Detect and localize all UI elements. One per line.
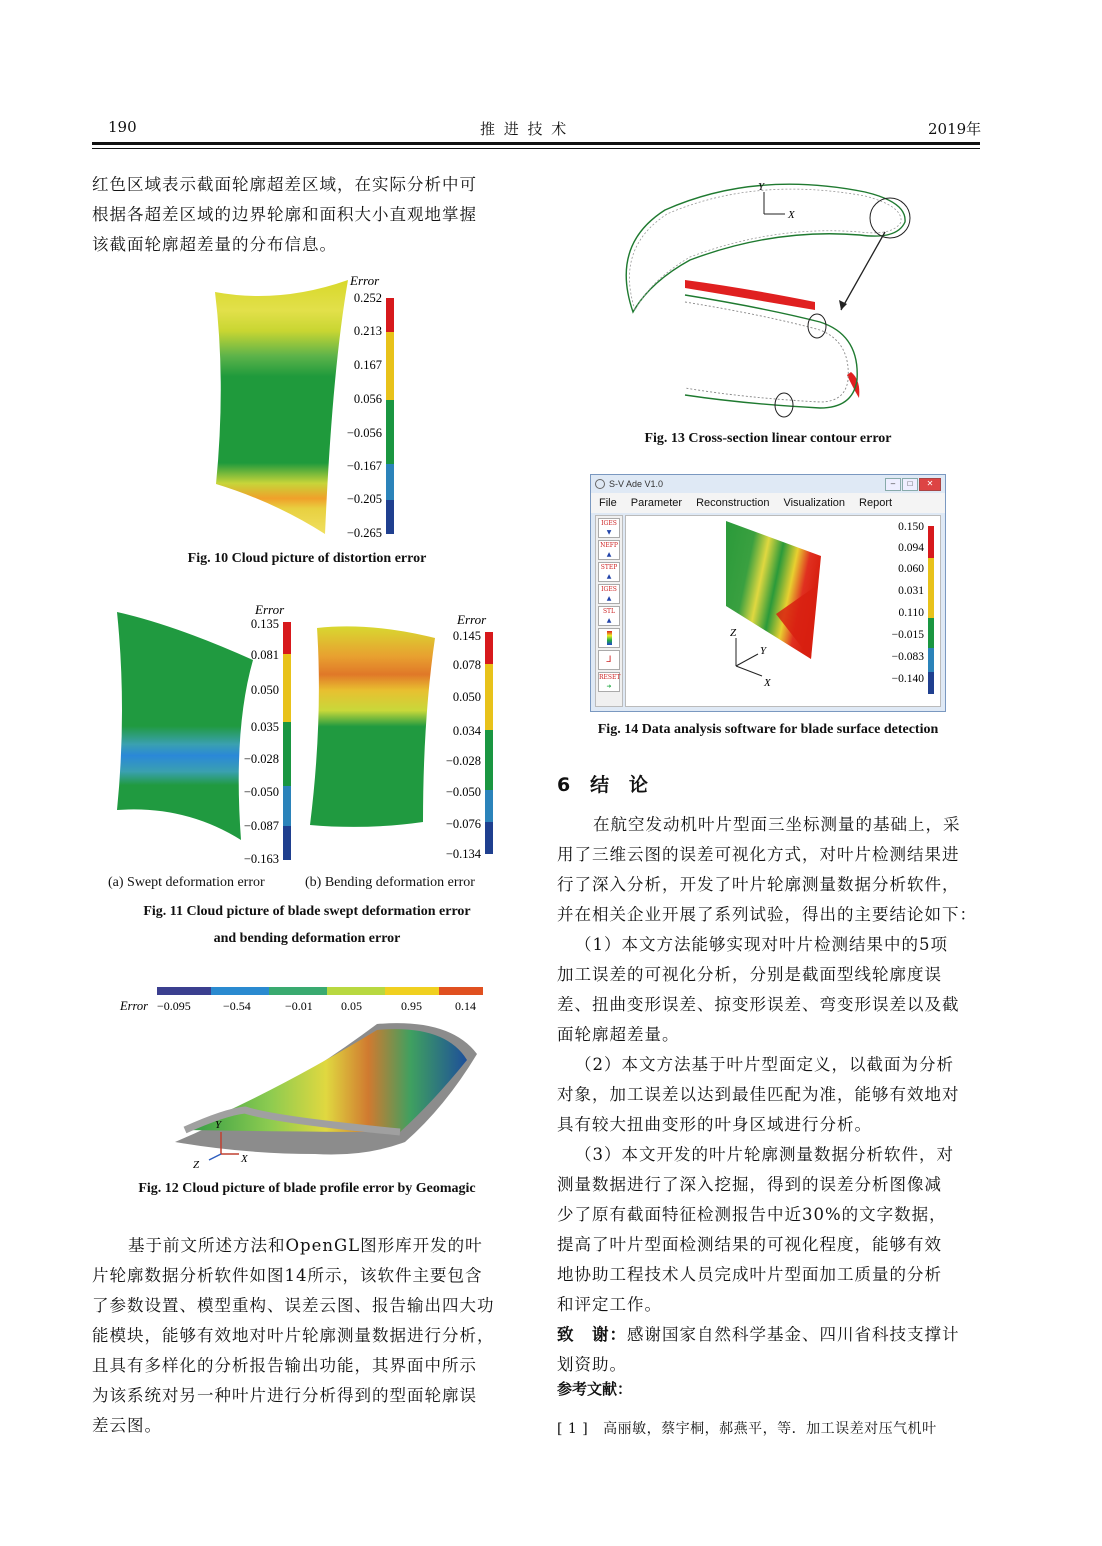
fig10-color-bar-seg (386, 500, 394, 534)
text-line: 加工误差的可视化分析，分别是截面型线轮廓度误 (557, 965, 942, 984)
acknowledgement-label: 致 谢： (557, 1325, 627, 1344)
arrow-down-icon: ▼ (606, 529, 612, 536)
page-number: 190 (108, 118, 137, 136)
fig11-figure (105, 600, 515, 895)
toolbar-label: IGES (601, 520, 617, 527)
toolbar-nefp-button[interactable] (598, 540, 620, 560)
fig14-legend-label: −0.015 (891, 629, 924, 641)
text-line: （3）本文开发的叶片轮廓测量数据分析软件，对 (575, 1145, 954, 1164)
text-line: 基于前文所述方法和OpenGL图形库开发的叶 (128, 1236, 483, 1255)
toolbar-axis-button[interactable] (598, 650, 620, 670)
fig11-caption-line1: Fig. 11 Cloud picture of blade swept deformation error (143, 904, 471, 919)
fig11a-legend-title: Error (255, 602, 285, 617)
fig10-color-bar-seg (386, 298, 394, 332)
arrow-up-icon: ▲ (606, 551, 612, 558)
fig10-legend-label: 0.252 (353, 291, 382, 305)
fig12-color-bar-seg (439, 987, 483, 995)
fig11b-color-bar-seg (485, 730, 493, 790)
fig14-axis-y-label: Y (760, 645, 767, 657)
fig11a-legend-label: −0.028 (243, 752, 279, 766)
fig11b-legend-label: 0.145 (452, 629, 481, 643)
fig12-legend-label: 0.95 (401, 999, 422, 1013)
fig10-figure (200, 272, 440, 547)
fig14-legend-label: 0.094 (898, 542, 924, 554)
header-rule-thick (92, 142, 980, 145)
fig11b-label: (b) Bending deformation error (305, 875, 475, 890)
fig12-caption: Fig. 12 Cloud picture of blade profile error by Geomagic (138, 1181, 476, 1196)
fig10-blade-surface (215, 280, 348, 534)
references-heading: 参考文献： (557, 1380, 633, 1398)
fig12-legend-title: Error (120, 999, 149, 1013)
menu-visualization[interactable]: Visualization (783, 497, 846, 509)
fig11a-color-bar-seg (283, 622, 291, 654)
fig12-legend-label: −0.54 (223, 999, 251, 1013)
fig11b-legend-label: 0.050 (452, 690, 481, 704)
fig11a-color-bar-seg (283, 722, 291, 786)
text-line: 和评定工作。 (557, 1295, 662, 1314)
fig13-zoom-arrow (841, 232, 885, 310)
text-line: 了参数设置、模型重构、误差云图、报告输出四大功 (92, 1296, 495, 1315)
minimize-button[interactable]: – (885, 478, 901, 491)
arrow-right-icon: ➜ (606, 683, 612, 690)
text-line: 在航空发动机叶片型面三坐标测量的基础上，采 (593, 815, 961, 834)
fig11a-color-bar-seg (283, 786, 291, 826)
arrow-up-icon: ▲ (606, 573, 612, 580)
fig14-color-bar-seg (928, 526, 934, 558)
toolbar-label: STL (602, 608, 616, 615)
fig11a-color-bar-seg (283, 654, 291, 722)
fig10-legend-label: −0.167 (346, 459, 382, 473)
menu-report[interactable]: Report (859, 497, 893, 509)
fig14-caption: Fig. 14 Data analysis software for blade surface detection (597, 722, 939, 737)
fig10-legend-label: −0.056 (346, 426, 382, 440)
text-line: 片轮廓数据分析软件如图14所示，该软件主要包含 (92, 1266, 483, 1285)
fig11a-legend-label: −0.087 (243, 819, 279, 833)
fig12-color-bar-seg (211, 987, 269, 995)
fig11b-color-bar-seg (485, 822, 493, 854)
text-line: 测量数据进行了深入挖掘，得到的误差分析图像减 (557, 1175, 942, 1194)
fig11a-legend-label: −0.163 (243, 852, 279, 866)
fig12-color-bar-seg (269, 987, 327, 995)
toolbar-label: RESET (599, 674, 621, 681)
fig10-legend-label: 0.167 (353, 358, 382, 372)
fig13-figure (615, 170, 935, 425)
fig12-legend-label: −0.01 (285, 999, 313, 1013)
reference-item: [ 1 ] 高丽敏，蔡宇桐，郝燕平，等．加工误差对压气机叶 (557, 1421, 937, 1437)
fig11b-legend-label: −0.028 (445, 754, 481, 768)
text-line: 面轮廓超差量。 (557, 1025, 680, 1044)
toolbar-stl-button[interactable] (598, 606, 620, 626)
fig13-zoom-circle (870, 198, 910, 238)
fig10-color-bar-seg (386, 464, 394, 500)
conclusions-text (557, 810, 982, 1380)
acknowledgement (557, 1320, 982, 1350)
menu-file[interactable]: File (599, 497, 617, 509)
fig10-legend-title: Error (350, 273, 380, 288)
fig12-color-bar-seg (385, 987, 439, 995)
fig11a-legend-label: −0.050 (243, 785, 279, 799)
text-line: 行了深入分析，开发了叶片轮廓测量数据分析软件， (557, 875, 960, 894)
text-line: 为该系统对另一种叶片进行分析得到的型面轮廓误 (92, 1386, 477, 1405)
fig12-axis-x-label: X (241, 1153, 248, 1165)
text-line: 对象，加工误差以达到最佳匹配为准，能够有效地对 (557, 1085, 960, 1104)
toolbar-step-button[interactable] (598, 562, 620, 582)
fig10-legend-label: 0.213 (353, 324, 382, 338)
fig14-legend-label: 0.031 (898, 585, 924, 597)
toolbar-label: STEP (600, 564, 618, 571)
text-line: 并在相关企业开展了系列试验，得出的主要结论如下： (557, 905, 977, 924)
fig13-zoom-profile (685, 295, 857, 408)
text-line: 地协助工程技术人员完成叶片型面加工质量的分析 (557, 1265, 942, 1284)
fig14-legend-label: −0.140 (891, 673, 924, 685)
toolbar-colormap-button[interactable] (598, 628, 620, 648)
fig11b-color-bar-seg (485, 632, 493, 664)
text-line: 提高了叶片型面检测结果的可视化程度，能够有效 (557, 1235, 942, 1254)
fig13-red-error-region (685, 280, 815, 310)
fig11a-blade-surface (117, 612, 253, 840)
window-title: S-V Ade V1.0 (609, 479, 664, 489)
fig10-legend-label: 0.056 (353, 392, 382, 406)
fig12-axis-z-label: Z (193, 1159, 200, 1171)
fig14-toolbar (595, 515, 623, 707)
text-line: 用了三维云图的误差可视化方式，对叶片检测结果进 (557, 845, 960, 864)
fig14-menu-bar (591, 493, 945, 513)
text-line: 且具有多样化的分析报告输出功能，其界面中所示 (92, 1356, 477, 1375)
fig14-legend-label: 0.110 (898, 607, 924, 619)
fig14-color-bar-seg (928, 672, 934, 694)
text-line: 该截面轮廓超差量的分布信息。 (92, 235, 337, 254)
fig14-software-window (590, 474, 946, 712)
fig11b-legend-title: Error (457, 612, 487, 627)
text-line: 根据各超差区域的边界轮廓和面积大小直观地掌握 (92, 205, 477, 224)
text-line: 差、扭曲变形误差、掠变形误差、弯变形误差以及截 (557, 995, 960, 1014)
text-line: 感谢国家自然科学基金、四川省科技支撑计 (627, 1325, 960, 1344)
fig14-viewport (625, 515, 941, 707)
text-line: 红色区域表示截面轮廓超差区域，在实际分析中可 (92, 175, 477, 194)
text-line: （1）本文方法能够实现对叶片检测结果中的5项 (575, 935, 948, 954)
app-icon (595, 479, 605, 489)
text-line: 具有较大扭曲变形的叶身区域进行分析。 (557, 1115, 872, 1134)
fig14-legend-label: 0.060 (898, 563, 924, 575)
arrow-up-icon: ▲ (606, 595, 612, 602)
axis-icon: ⅃ (606, 655, 612, 665)
section-heading: 6 结 论 (557, 774, 648, 796)
fig13-axis-x-label: X (788, 209, 795, 221)
colormap-icon (607, 631, 612, 645)
journal-title: 推 进 技 术 (480, 120, 569, 138)
fig11a-legend-label: 0.035 (250, 720, 279, 734)
fig10-legend-label: −0.265 (346, 526, 382, 540)
fig11b-legend-label: −0.076 (445, 817, 481, 831)
year: 2019年 (928, 120, 982, 138)
fig12-legend-label: −0.095 (157, 999, 191, 1013)
fig14-axis-z-label: Z (730, 627, 737, 639)
fig13-zoom-ellipse (808, 314, 826, 338)
fig11-caption-line2: and bending deformation error (213, 931, 401, 946)
menu-parameter[interactable]: Parameter (630, 497, 683, 509)
fig10-caption: Fig. 10 Cloud picture of distortion error (187, 551, 427, 566)
toolbar-label: NEFP (600, 542, 618, 549)
fig14-legend-label: −0.083 (891, 651, 924, 663)
fig11a-legend-label: 0.081 (250, 648, 279, 662)
left-top-paragraph (92, 170, 522, 260)
toolbar-iges-button[interactable] (598, 518, 620, 538)
fig10-color-bar-seg (386, 400, 394, 464)
maximize-button[interactable]: □ (902, 478, 918, 491)
text-line: 差云图。 (92, 1416, 162, 1435)
fig14-axis-y-line (736, 654, 758, 666)
fig13-zoom-profile-nominal (685, 302, 848, 402)
fig12-figure (115, 982, 495, 1177)
menu-reconstruction[interactable]: Reconstruction (696, 497, 770, 509)
fig11b-legend-label: −0.050 (445, 785, 481, 799)
fig12-color-bar-seg (157, 987, 211, 995)
text-line: （2）本文方法基于叶片型面定义，以截面为分析 (575, 1055, 954, 1074)
fig11a-color-bar-seg (283, 826, 291, 860)
close-button[interactable]: ✕ (919, 478, 941, 491)
fig11b-color-bar-seg (485, 790, 493, 822)
fig11b-color-bar-seg (485, 664, 493, 730)
fig12-axis-z-line (209, 1154, 221, 1160)
fig14-viewport-svg (626, 516, 940, 706)
fig11b-legend-label: 0.078 (452, 658, 481, 672)
fig11a-legend-label: 0.135 (250, 617, 279, 631)
fig14-color-bar-seg (928, 618, 934, 648)
toolbar-iges-export-button[interactable] (598, 584, 620, 604)
fig12-legend-label: 0.14 (455, 999, 476, 1013)
fig13-axis-y-label: Y (758, 181, 765, 193)
fig14-axis-x-line (736, 666, 762, 676)
fig11b-legend-label: −0.134 (445, 847, 481, 861)
fig14-title-bar (591, 475, 945, 493)
arrow-up-icon: ▲ (606, 617, 612, 624)
fig12-axis-y-label: Y (215, 1119, 222, 1131)
fig11b-blade-surface (310, 626, 435, 827)
text-line: 能模块，能够有效地对叶片轮廓测量数据进行分析， (92, 1326, 495, 1345)
fig14-legend-label: 0.150 (898, 521, 924, 533)
fig13-caption: Fig. 13 Cross-section linear contour error (644, 431, 892, 446)
fig12-legend-label: 0.05 (341, 999, 362, 1013)
toolbar-reset-button[interactable] (598, 672, 620, 692)
fig14-axis-x-label: X (764, 677, 771, 689)
fig12-color-bar-seg (327, 987, 385, 995)
header-rule-thin (92, 148, 980, 149)
fig11b-legend-label: 0.034 (452, 724, 481, 738)
fig11a-label: (a) Swept deformation error (108, 875, 265, 890)
text-line: 少了原有截面特征检测报告中近30%的文字数据， (557, 1205, 947, 1224)
toolbar-label: IGES (601, 586, 617, 593)
fig14-color-bar-seg (928, 648, 934, 672)
fig14-color-bar-seg (928, 558, 934, 618)
text-line: 划资助。 (557, 1355, 627, 1374)
fig11a-legend-label: 0.050 (250, 683, 279, 697)
fig10-color-bar-seg (386, 332, 394, 400)
fig10-legend-label: −0.205 (346, 492, 382, 506)
left-bottom-paragraph (92, 1231, 522, 1441)
